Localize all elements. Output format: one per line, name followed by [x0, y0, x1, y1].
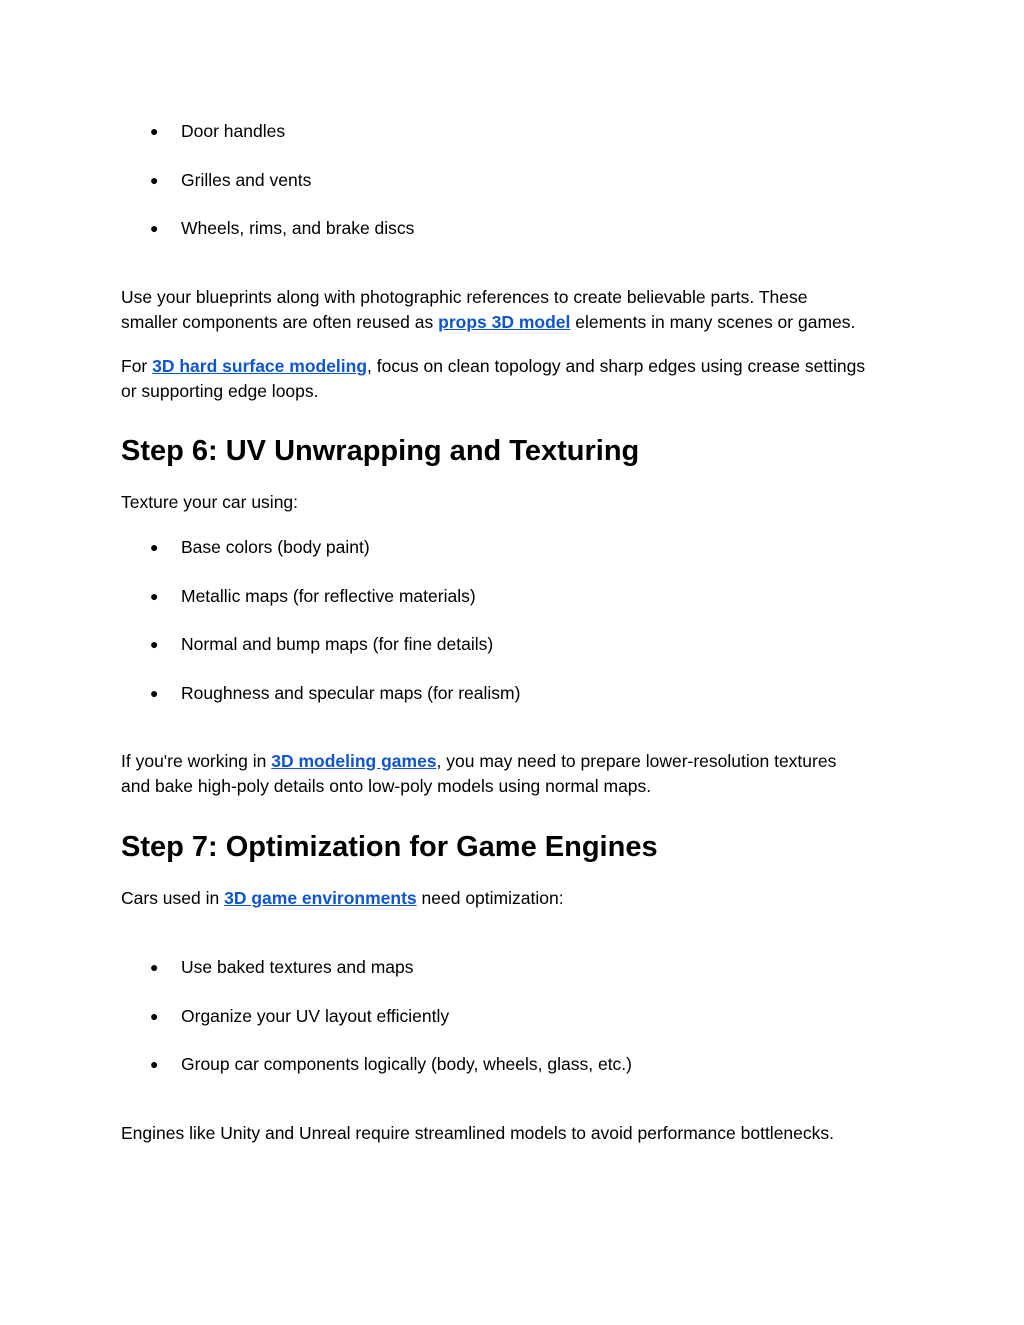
paragraph-blueprints: Use your blueprints along with photographic references to create believable parts. These smaller components are often reused as props 3D model elements in many scenes or games. [121, 287, 856, 332]
list-item: ● Normal and bump maps (for fine details) [150, 634, 494, 655]
list-item: ● Organize your UV layout efficiently [150, 1005, 450, 1026]
step-7-heading: Step 7: Optimization for Game Engines [121, 831, 658, 863]
bullet-icon: ● [150, 959, 159, 975]
hard-surface-modeling-link[interactable]: 3D hard surface modeling [152, 356, 368, 376]
bullet-icon: ● [150, 123, 159, 139]
bullet-icon: ● [150, 171, 159, 188]
texture-list [150, 535, 520, 730]
step-7-intro: Cars used in 3D game environments need optimization: [121, 888, 564, 908]
bullet-icon: ● [150, 539, 159, 555]
list-item: ● Base colors (body paint) [150, 537, 370, 557]
paragraph-hard-surface: For 3D hard surface modeling, focus on clean topology and sharp edges using crease settings or supporting edge loops. [121, 356, 866, 401]
list-item: ● Use baked textures and maps [150, 957, 414, 977]
list-item: ● Grilles and vents [150, 169, 312, 190]
step-6-heading: Step 6: UV Unwrapping and Texturing [121, 435, 640, 467]
list-item: ● Wheels, rims, and brake discs [150, 218, 415, 239]
list-item: ● Metallic maps (for reflective materials) [150, 585, 476, 606]
list-item: ● Door handles [150, 121, 286, 141]
parts-list [150, 119, 414, 265]
list-item: ● Group car components logically (body, wheels, glass, etc.) [150, 1054, 632, 1075]
bullet-icon: ● [150, 587, 159, 604]
modeling-games-link[interactable]: 3D modeling games [271, 751, 437, 771]
bullet-icon: ● [150, 1056, 159, 1073]
closing-paragraph: Engines like Unity and Unreal require streamlined models to avoid performance bottlenecks. [121, 1123, 835, 1143]
bullet-icon: ● [150, 685, 159, 702]
game-environments-link[interactable]: 3D game environments [224, 888, 417, 908]
props-3d-model-link[interactable]: props 3D model [438, 311, 571, 332]
step-6-intro: Texture your car using: [121, 492, 299, 512]
bullet-icon: ● [150, 1007, 159, 1024]
optimization-list [150, 955, 632, 1101]
list-item: ● Roughness and specular maps (for realism) [150, 683, 521, 704]
paragraph-modeling-games: If you're working in 3D modeling games, you may need to prepare lower-resolution textures and bake high-poly details onto low-poly models using normal maps. [121, 751, 837, 796]
bullet-icon: ● [150, 636, 159, 653]
bullet-icon: ● [150, 220, 159, 237]
